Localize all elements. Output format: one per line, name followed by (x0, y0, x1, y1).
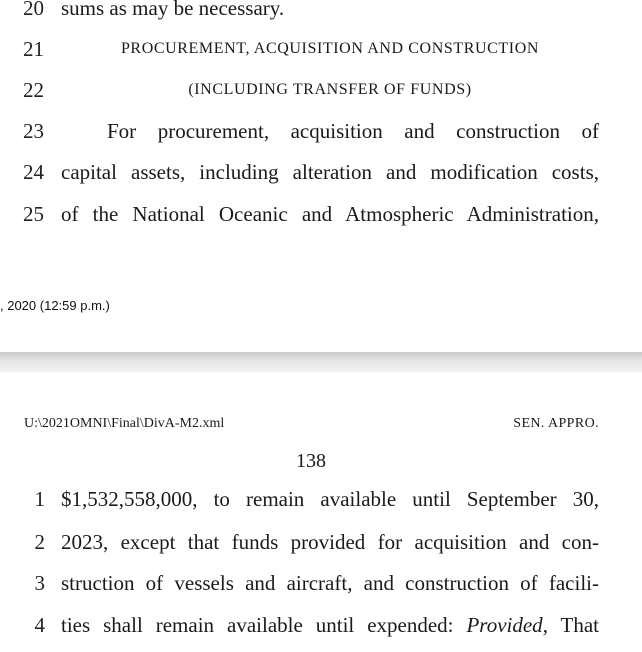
bill-line (0, 527, 642, 557)
line-text: 2023, except that funds provided for acquisition and con- (61, 530, 599, 554)
bill-line (0, 116, 642, 146)
bill-line (0, 568, 642, 598)
bill-line (0, 484, 642, 514)
page-number: 138 (296, 450, 326, 472)
line-number: 22 (23, 78, 44, 102)
line-text: capital assets, including alteration and modification costs, (61, 160, 599, 184)
line-text-part: , That (542, 613, 600, 637)
line-number: 2 (34, 530, 45, 554)
bill-line (0, 199, 642, 229)
section-subheading: (INCLUDING TRANSFER OF FUNDS) (188, 81, 472, 98)
line-number: 23 (23, 119, 44, 143)
page-separator (0, 352, 642, 372)
page-footer-timestamp: , 2020 (12:59 p.m.) (0, 298, 110, 313)
line-text: For procurement, acquisition and construction of (107, 119, 599, 143)
line-text: $1,532,558,000, to remain available until September 30, (61, 487, 599, 511)
proviso-term: Provided (466, 613, 543, 637)
line-number: 24 (23, 160, 44, 184)
bill-line-heading (0, 34, 642, 64)
line-number: 1 (34, 487, 45, 511)
bill-line (0, 610, 642, 640)
line-text-part: ties shall remain available until expended: (61, 613, 467, 637)
line-text: sums as may be necessary. (61, 0, 285, 20)
bill-line-subheading (0, 75, 642, 105)
line-number: 3 (34, 571, 45, 595)
bill-line (0, 0, 642, 23)
section-heading: PROCUREMENT, ACQUISITION AND CONSTRUCTION (120, 40, 540, 57)
line-text: struction of vessels and aircraft, and construction of facili- (61, 571, 599, 595)
document-path-header: U:\2021OMNI\Final\DivA-M2.xml (24, 416, 225, 431)
line-number: 20 (23, 0, 44, 20)
line-number: 25 (23, 202, 44, 226)
line-number: 21 (23, 37, 44, 61)
line-text: of the National Oceanic and Atmospheric Administration, (61, 202, 599, 226)
bill-line (0, 157, 642, 187)
line-text (61, 610, 599, 640)
line-number: 4 (34, 613, 45, 637)
committee-header: SEN. APPRO. (513, 416, 599, 431)
